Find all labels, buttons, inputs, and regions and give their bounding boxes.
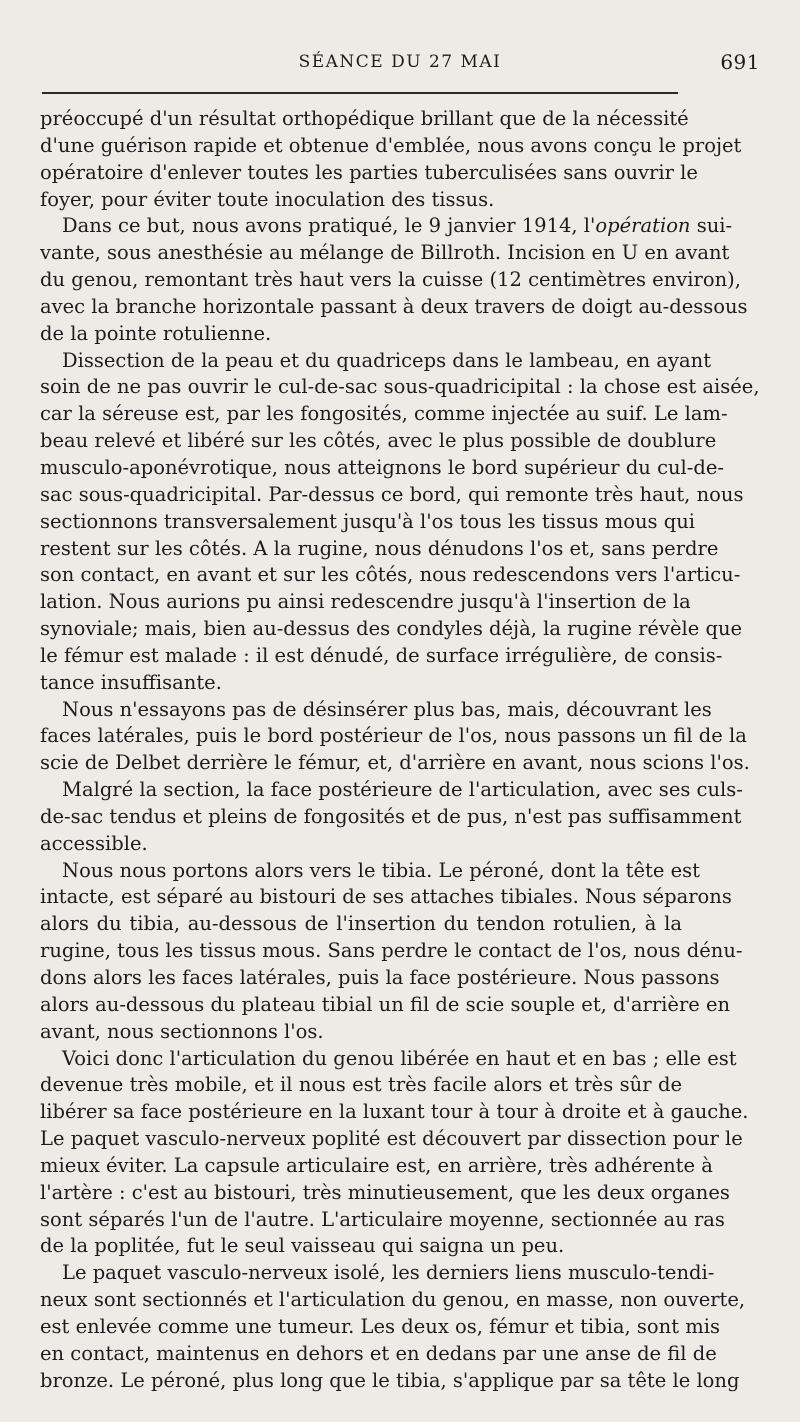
- text-line: soin de ne pas ouvrir le cul-de-sac sous-quadricipital : la chose est aisée,: [40, 375, 760, 399]
- text-line: Malgré la section, la face postérieure de l'articulation, avec ses culs-: [62, 778, 743, 802]
- text-line: opératoire d'enlever toutes les parties tuberculisées sans ouvrir le: [40, 160, 698, 184]
- text-line: sont séparés l'un de l'autre. L'articulaire moyenne, sectionnée au ras: [40, 1207, 725, 1231]
- text-line: rugine, tous les tissus mous. Sans perdre le contact de l'os, nous dénu-: [40, 939, 743, 963]
- text-line: scie de Delbet derrière le fémur, et, d'arrière en avant, nous scions l'os.: [40, 751, 750, 775]
- text-line: Nous n'essayons pas de désinsérer plus bas, mais, découvrant les: [62, 697, 712, 721]
- text-line: sac sous-quadricipital. Par-dessus ce bord, qui remonte très haut, nous: [40, 482, 744, 506]
- text-line: musculo-aponévrotique, nous atteignons le bord supérieur du cul-de-: [40, 455, 724, 479]
- text-line: du genou, remontant très haut vers la cuisse (12 centimètres environ),: [40, 268, 741, 292]
- text-line: libérer sa face postérieure en la luxant tour à tour à droite et à gauche.: [40, 1100, 749, 1124]
- page-header: [40, 48, 760, 78]
- text-line: mieux éviter. La capsule articulaire est, en arrière, très adhérente à: [40, 1153, 713, 1177]
- text-line: intacte, est séparé au bistouri de ses attaches tibiales. Nous séparons: [40, 885, 732, 909]
- text-line: Le paquet vasculo-nerveux isolé, les derniers liens musculo-tendi-: [62, 1261, 715, 1285]
- paragraph: [40, 697, 750, 778]
- text-line: neux sont sectionnés et l'articulation du genou, en masse, non ouverte,: [40, 1288, 746, 1312]
- paragraph: [40, 348, 760, 697]
- italic-word: opération: [595, 214, 691, 238]
- text-line: sectionnons transversalement jusqu'à l'os tous les tissus mous qui: [40, 509, 695, 533]
- text-line: restent sur les côtés. A la rugine, nous dénudons l'os et, sans perdre: [40, 536, 719, 560]
- text-line: en contact, maintenus en dehors et en dedans par une anse de fil de: [40, 1341, 717, 1365]
- text-line: beau relevé et libéré sur les côtés, avec le plus possible de doublure: [40, 429, 717, 453]
- text-line: faces latérales, puis le bord postérieur de l'os, nous passons un fil de la: [40, 724, 747, 748]
- text-line: dons alors les faces latérales, puis la face postérieure. Nous passons: [40, 966, 720, 989]
- paragraph: [40, 106, 742, 213]
- text-line: est enlevée comme une tumeur. Les deux os, fémur et tibia, sont mis: [40, 1314, 720, 1338]
- text-line: foyer, pour éviter toute inoculation des tissus.: [40, 187, 495, 211]
- paragraph: [40, 858, 743, 1046]
- text-line: accessible.: [40, 831, 148, 855]
- text-line: Dans ce but, nous avons pratiqué, le 9 janvier 1914, l'opération sui-: [62, 214, 733, 238]
- text-line: alors du tibia, au-dessous de l'insertion du tendon rotulien, à la: [40, 912, 682, 936]
- text-line: bronze. Le péroné, plus long que le tibia, s'applique par sa tête le long: [40, 1368, 740, 1392]
- text-line: Voici donc l'articulation du genou libérée en haut et en bas ; elle est: [62, 1046, 737, 1070]
- running-title: SÉANCE DU 27 MAI: [298, 52, 502, 72]
- text-line: le fémur est malade : il est dénudé, de surface irrégulière, de consis-: [40, 643, 723, 667]
- paragraph: [40, 1046, 749, 1261]
- text-line: l'artère : c'est au bistouri, très minutieusement, que les deux organes: [40, 1180, 730, 1204]
- paragraph: [40, 213, 748, 347]
- text-line: Nous nous portons alors vers le tibia. Le péroné, dont la tête est: [62, 858, 700, 882]
- text-line: Dissection de la peau et du quadriceps dans le lambeau, en ayant: [62, 348, 712, 372]
- text-line: d'une guérison rapide et obtenue d'emblée, nous avons conçu le projet: [40, 133, 742, 157]
- text-line: devenue très mobile, et il nous est très facile alors et très sûr de: [40, 1073, 682, 1097]
- header-rule: [42, 92, 678, 94]
- text-line: de-sac tendus et pleins de fongosités et de pus, n'est pas suffisamment: [40, 804, 742, 828]
- text-line: de la pointe rotulienne.: [40, 321, 272, 345]
- text-line: de la poplitée, fut le seul vaisseau qui saigna un peu.: [40, 1234, 565, 1258]
- body-text: [40, 106, 760, 1395]
- text-line: lation. Nous aurions pu ainsi redescendre jusqu'à l'insertion de la: [40, 590, 691, 614]
- paragraph: [40, 777, 743, 858]
- text-line: car la séreuse est, par les fongosités, comme injectée au suif. Le lam-: [40, 402, 728, 426]
- text-line: préoccupé d'un résultat orthopédique brillant que de la nécessité: [40, 107, 689, 130]
- text-line: tance insuffisante.: [40, 670, 222, 694]
- text-line: Le paquet vasculo-nerveux poplité est découvert par dissection pour le: [40, 1127, 743, 1151]
- text-line: alors au-dessous du plateau tibial un fil de scie souple et, d'arrière en: [40, 992, 731, 1016]
- page-number: 691: [720, 50, 760, 74]
- text-line: avant, nous sectionnons l'os.: [40, 1019, 324, 1043]
- text-line: synoviale; mais, bien au-dessus des condyles déjà, la rugine révèle que: [40, 617, 743, 641]
- text-line: son contact, en avant et sur les côtés, nous redescendons vers l'articu-: [40, 563, 741, 587]
- text-line: avec la branche horizontale passant à deux travers de doigt au-dessous: [40, 294, 748, 318]
- text-line: vante, sous anesthésie au mélange de Billroth. Incision en U en avant: [40, 241, 730, 265]
- paragraph: [40, 1260, 746, 1394]
